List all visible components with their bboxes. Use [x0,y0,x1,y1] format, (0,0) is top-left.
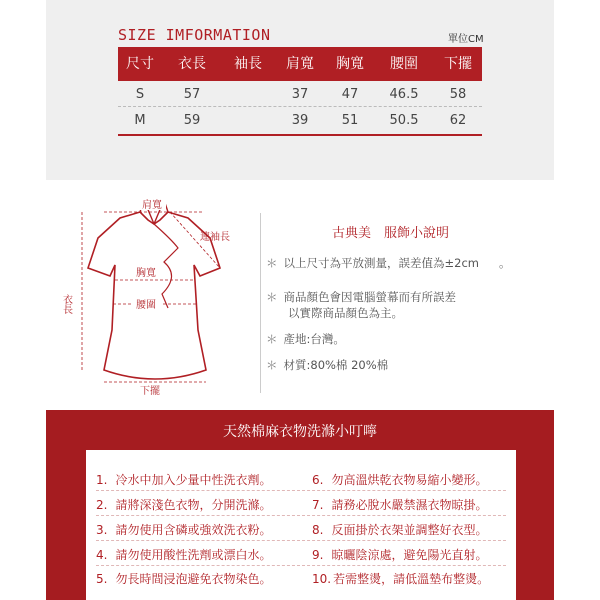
bullet-star-icon: ＊ [266,332,278,346]
table-cell: 58 [449,87,467,102]
table-cell: 59 [183,113,201,128]
care-item: 9. 晾曬陰涼處，避免陽光直射。 [312,548,488,562]
care-item: 1. 冷水中加入少量中性洗衣劑。 [96,473,272,487]
table-cell: M [134,113,146,128]
care-item: 10. 若需整燙，請低溫墊布整燙。 [312,572,490,586]
table-bottom-rule [118,134,482,136]
hem-label: 下擺 [140,386,160,397]
header-cell-waist: 腰圍 [390,56,418,72]
chest-label: 胸寬 [136,268,156,279]
care-item: 4. 請勿使用酸性洗劑或漂白水。 [96,548,272,562]
divider [96,540,506,541]
sleeve-label: 連袖長 [200,232,230,243]
unit-label: 單位CM [448,34,484,45]
header-cell-length: 衣長 [178,56,206,72]
table-cell: 47 [341,87,359,102]
table-cell: 37 [291,87,309,102]
table-cell: 39 [291,113,309,128]
table-row [118,81,482,109]
table-row [118,106,482,135]
size-table-header [118,47,482,81]
info-title: 古典美 服飾小說明 [332,226,450,241]
divider [96,515,506,516]
care-item: 3. 請勿使用含磷或強效洗衣粉。 [96,523,272,537]
list-item: ＊ 商品顏色會因電腦螢幕而有所誤差 [266,290,456,304]
bullet-star-icon: ＊ [266,358,278,372]
list-item: ＊ 產地:台灣。 [266,332,345,346]
waist-label: 腰圍 [136,300,156,311]
divider [96,565,506,566]
shoulder-label: 肩寬 [142,200,162,211]
divider [96,490,506,491]
header-cell-size: 尺寸 [126,56,154,72]
vertical-divider [260,213,261,393]
care-item: 7. 請務必脫水嚴禁濕衣物晾掛。 [312,498,488,512]
garment-diagram [60,190,250,405]
list-item: ＊ 以上尺寸為平放測量，誤差值為±2cm 。 [266,256,511,270]
care-item: 5. 勿長時間浸泡避免衣物染色。 [96,572,272,586]
header-cell-shoulder: 肩寬 [286,56,314,72]
table-cell: 50.5 [389,113,419,128]
header-cell-sleeve: 袖長 [234,56,262,72]
care-title: 天然棉麻衣物洗滌小叮嚀 [223,424,377,440]
table-cell: 51 [341,113,359,128]
size-info-title: SIZE IMFORMATION [118,26,271,44]
header-cell-chest: 胸寬 [336,56,364,72]
list-item: ＊ 材質:80%棉 20%棉 [266,358,389,372]
care-item: 2. 請將深淺色衣物，分開洗滌。 [96,498,272,512]
table-cell: 46.5 [389,87,419,102]
list-item-continued: 以實際商品顏色為主。 [288,306,403,320]
header-cell-hem: 下擺 [444,56,472,72]
table-cell: S [135,87,145,102]
table-cell: 62 [449,113,467,128]
care-item: 6. 勿高溫烘乾衣物易縮小變形。 [312,473,488,487]
bullet-star-icon: ＊ [266,256,278,270]
table-cell: 57 [183,87,201,102]
bullet-star-icon: ＊ [266,290,278,304]
care-item: 8. 反面掛於衣架並調整好衣型。 [312,523,488,537]
length-label: 衣長 [60,294,72,314]
